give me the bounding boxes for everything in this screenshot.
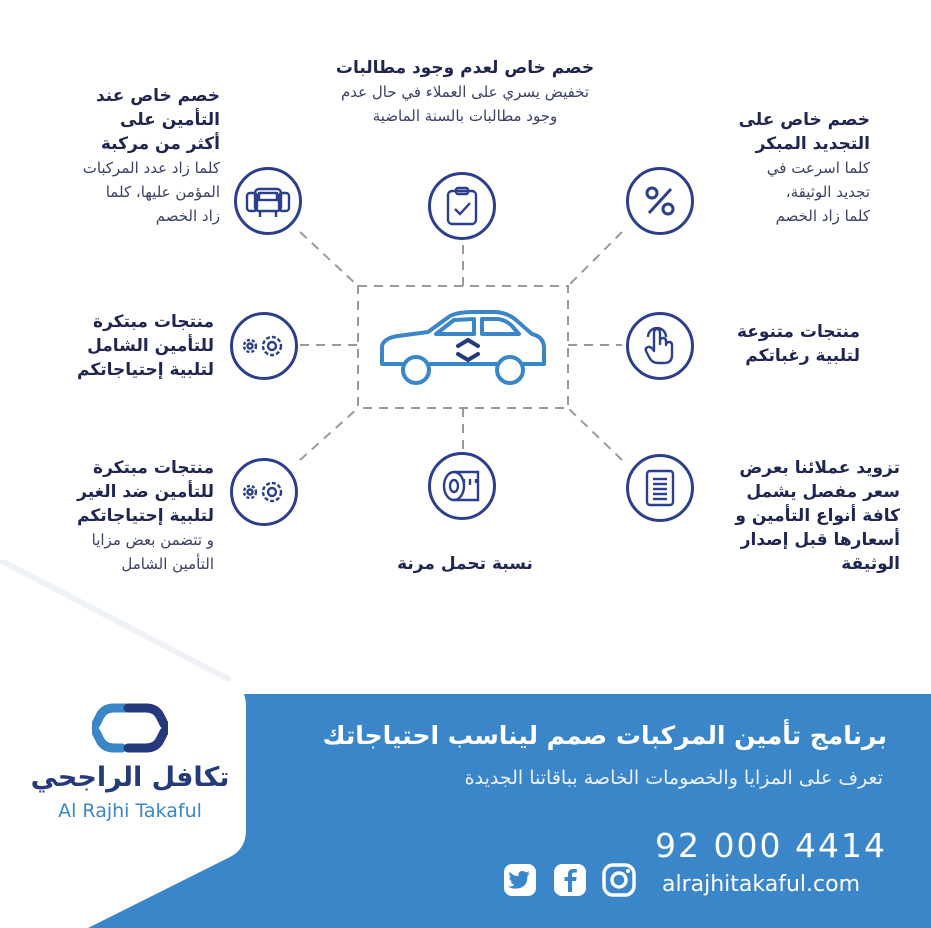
feature-diverse bbox=[700, 320, 860, 368]
instagram-icon[interactable] bbox=[601, 862, 637, 898]
feature-multi-vehicle-desc-3: زاد الخصم bbox=[155, 207, 220, 225]
feature-multi-vehicle bbox=[60, 84, 220, 228]
feature-third-party bbox=[30, 456, 214, 576]
feature-third-party-line-2: للتأمين ضد الغير bbox=[77, 482, 214, 502]
vehicles-icon bbox=[234, 167, 302, 235]
feature-comprehensive bbox=[30, 310, 214, 382]
feature-comprehensive-line-3: لتلبية إحتياجاتكم bbox=[77, 360, 214, 380]
document-list-icon bbox=[626, 454, 694, 522]
logo-english: Al Rajhi Takaful bbox=[58, 800, 202, 822]
feature-early-renewal-desc-2: تجديد الوثيقة، bbox=[785, 183, 870, 201]
feature-diverse-line-1: منتجات متنوعة bbox=[736, 322, 860, 342]
feature-diverse-line-2: لتلبية رغباتكم bbox=[745, 346, 860, 366]
banner-subtitle: تعرف على المزايا والخصومات الخاصة بباقاتنا الجديدة bbox=[464, 767, 883, 789]
feature-early-renewal-desc-3: كلما زاد الخصم bbox=[775, 207, 870, 225]
measuring-tape-icon bbox=[428, 452, 496, 520]
phone-number[interactable]: 92 000 4414 bbox=[655, 826, 887, 865]
feature-no-claims bbox=[270, 56, 660, 128]
feature-early-renewal bbox=[700, 108, 870, 228]
logo-icon bbox=[92, 702, 168, 754]
feature-detailed-quote-line-2: سعر مفصل يشمل bbox=[746, 482, 900, 502]
feature-early-renewal-desc-1: كلما اسرعت في bbox=[766, 159, 870, 177]
banner-title: برنامج تأمين المركبات صمم ليناسب احتياجاتك bbox=[322, 721, 887, 750]
feature-third-party-desc-1: و تتضمن بعض مزايا bbox=[91, 531, 214, 549]
feature-detailed-quote bbox=[700, 456, 900, 576]
feature-detailed-quote-line-3: كافة أنواع التأمين و bbox=[735, 506, 900, 526]
touch-hand-icon bbox=[626, 312, 694, 380]
logo-arabic: تكافل الراجحي bbox=[30, 762, 230, 793]
facebook-icon[interactable] bbox=[552, 862, 588, 898]
clipboard-check-icon bbox=[428, 172, 496, 240]
feature-flexible bbox=[340, 552, 590, 576]
percent-icon bbox=[626, 167, 694, 235]
feature-comprehensive-line-1: منتجات مبتكرة bbox=[93, 312, 214, 332]
feature-multi-vehicle-title-1: خصم خاص عند bbox=[95, 86, 220, 106]
feature-detailed-quote-line-5: الوثيقة bbox=[841, 554, 900, 574]
feature-third-party-line-1: منتجات مبتكرة bbox=[93, 458, 214, 478]
feature-early-renewal-title-2: التجديد المبكر bbox=[755, 134, 870, 154]
feature-multi-vehicle-title-3: أكثر من مركبة bbox=[100, 134, 220, 154]
feature-third-party-desc-2: التأمين الشامل bbox=[121, 555, 214, 573]
gears-icon bbox=[230, 312, 298, 380]
website-link[interactable]: alrajhitakaful.com bbox=[662, 872, 861, 897]
feature-multi-vehicle-desc-1: كلما زاد عدد المركبات bbox=[82, 159, 220, 177]
car-icon bbox=[376, 306, 550, 390]
feature-detailed-quote-line-4: أسعارها قبل إصدار bbox=[740, 530, 900, 550]
feature-no-claims-desc-2: وجود مطالبات بالسنة الماضية bbox=[372, 107, 558, 125]
feature-no-claims-title: خصم خاص لعدم وجود مطالبات bbox=[335, 58, 595, 78]
feature-third-party-line-3: لتلبية إحتياجاتكم bbox=[77, 506, 214, 526]
feature-flexible-title: نسبة تحمل مرنة bbox=[397, 554, 533, 574]
feature-detailed-quote-line-1: تزويد عملائنا بعرض bbox=[739, 458, 900, 478]
feature-comprehensive-line-2: للتأمين الشامل bbox=[87, 336, 214, 356]
twitter-icon[interactable] bbox=[502, 862, 538, 898]
gears-icon-2 bbox=[230, 458, 298, 526]
feature-early-renewal-title-1: خصم خاص على bbox=[738, 110, 870, 130]
feature-multi-vehicle-title-2: التأمين على bbox=[120, 110, 220, 130]
feature-no-claims-desc-1: تخفيض يسري على العملاء في حال عدم bbox=[340, 83, 590, 101]
feature-multi-vehicle-desc-2: المؤمن عليها، كلما bbox=[105, 183, 220, 201]
